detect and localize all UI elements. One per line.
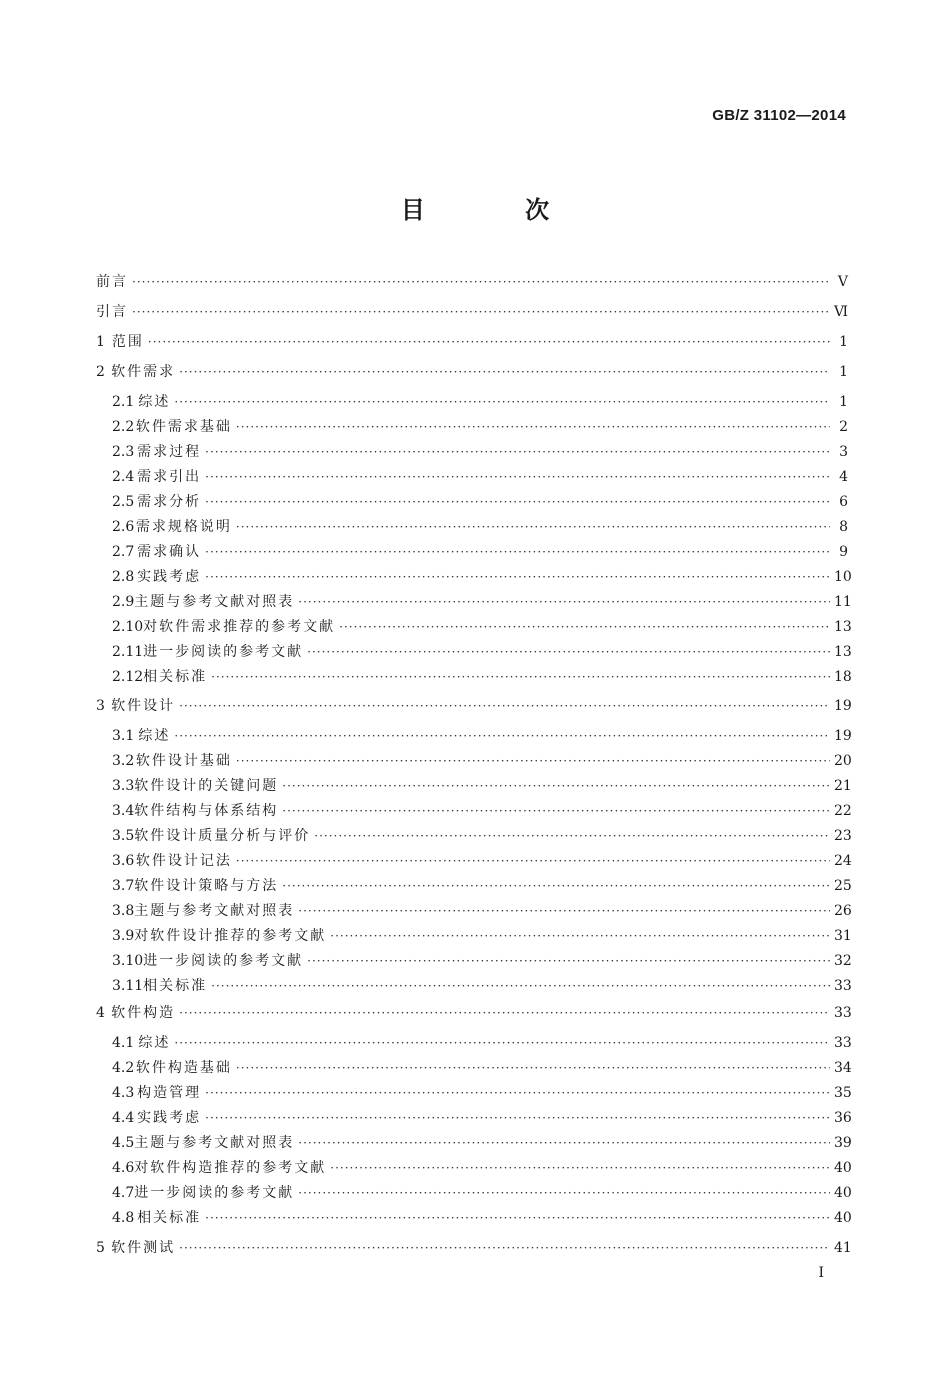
toc-entry-number: 4.1 [112, 1035, 135, 1051]
toc-entry[interactable] [112, 800, 852, 822]
toc-entry-number: 2.3 [112, 444, 135, 460]
toc-entry[interactable] [112, 641, 852, 663]
toc-entry-number: 4.2 [112, 1060, 135, 1076]
toc-entry-number: 3.7 [112, 878, 135, 894]
toc-entry[interactable] [112, 1132, 852, 1154]
toc-entry-page: 21 [834, 778, 852, 794]
toc-entry[interactable] [112, 975, 852, 997]
toc-entry[interactable] [112, 416, 848, 438]
toc-entry-page: 13 [834, 619, 852, 635]
dot-leader [282, 875, 830, 897]
toc-entry[interactable] [112, 825, 852, 847]
toc-entry[interactable] [112, 1182, 852, 1204]
dot-leader [205, 1207, 830, 1229]
dot-leader [174, 1032, 830, 1054]
toc-entry-title: 软件设计 [111, 698, 176, 714]
toc-entry-number: 4.5 [112, 1135, 135, 1151]
toc-entry-page: 32 [834, 953, 852, 969]
toc-entry[interactable] [112, 725, 852, 747]
dot-leader [330, 1157, 830, 1179]
toc-entry-title: 软件结构与体系结构 [134, 803, 279, 819]
page-number: I [818, 1265, 824, 1281]
toc-entry-page: 9 [839, 544, 848, 560]
toc-entry-number: 3.9 [112, 928, 135, 944]
toc-entry-number: 2 [96, 364, 105, 380]
toc-entry-title: 软件需求 [111, 364, 176, 380]
toc-entry-title: 综述 [138, 728, 171, 744]
toc-entry-title: 主题与参考文献对照表 [134, 903, 295, 919]
toc-entry-title: 软件测试 [111, 1240, 176, 1256]
toc-entry-title: 对软件需求推荐的参考文献 [143, 619, 336, 635]
toc-entry-number: 2.12 [112, 669, 144, 685]
toc-entry-page: 36 [834, 1110, 852, 1126]
toc-entry-page: 39 [834, 1135, 852, 1151]
dot-leader [205, 1107, 830, 1129]
toc-entry[interactable] [112, 666, 852, 688]
toc-entry[interactable] [112, 591, 852, 613]
toc-entry-number: 2.2 [112, 419, 135, 435]
toc-entry-number: 2.11 [112, 644, 144, 660]
dot-leader [132, 271, 830, 293]
toc-entry-page: 23 [834, 828, 852, 844]
dot-leader [236, 750, 830, 772]
toc-entry-number: 3.4 [112, 803, 135, 819]
toc-entry-page: 40 [834, 1160, 852, 1176]
toc-entry-title: 需求确认 [137, 544, 202, 560]
toc-entry[interactable] [112, 1107, 852, 1129]
toc-entry-title: 软件设计策略与方法 [134, 878, 279, 894]
toc-entry-number: 1 [96, 334, 105, 350]
toc-entry[interactable] [96, 331, 848, 353]
toc-entry[interactable] [96, 301, 848, 323]
toc-entry-title: 软件设计基础 [135, 753, 232, 769]
dot-leader [174, 391, 830, 413]
dot-leader [205, 1082, 830, 1104]
toc-entry-number: 2.4 [112, 469, 135, 485]
toc-entry[interactable] [112, 925, 852, 947]
dot-leader [205, 541, 830, 563]
toc-entry-title: 软件设计质量分析与评价 [134, 828, 311, 844]
toc-entry-page: 8 [839, 519, 848, 535]
dot-leader [330, 925, 830, 947]
dot-leader [282, 800, 830, 822]
toc-entry-title: 需求分析 [137, 494, 202, 510]
toc-entry-title: 需求引出 [137, 469, 202, 485]
toc-entry-page: 4 [839, 469, 848, 485]
toc-entry-title: 对软件设计推荐的参考文献 [134, 928, 327, 944]
dot-leader [179, 1237, 830, 1259]
toc-entry[interactable] [112, 541, 848, 563]
toc-entry-number: 4.7 [112, 1185, 135, 1201]
toc-entry-title: 需求过程 [137, 444, 202, 460]
dot-leader [148, 331, 830, 353]
toc-entry-page: 13 [834, 644, 852, 660]
toc-entry-page: 1 [839, 334, 848, 350]
toc-entry[interactable] [96, 271, 848, 293]
toc-entry-number: 3.2 [112, 753, 135, 769]
toc-entry-title: 相关标准 [137, 1210, 202, 1226]
toc-entry-title: 相关标准 [143, 669, 208, 685]
toc-entry-number: 5 [96, 1240, 105, 1256]
toc-entry-title: 实践考虑 [137, 569, 202, 585]
toc-entry-page: Ⅵ [834, 304, 849, 320]
toc-entry[interactable] [96, 1002, 852, 1024]
dot-leader [174, 725, 830, 747]
toc-entry-page: 33 [834, 978, 852, 994]
toc-entry-number: 3.11 [112, 978, 144, 994]
toc-entry-page: 31 [834, 928, 852, 944]
toc-entry-page: 35 [834, 1085, 852, 1101]
toc-entry-title: 主题与参考文献对照表 [134, 594, 295, 610]
dot-leader [298, 1182, 830, 1204]
toc-entry-title: 进一步阅读的参考文献 [143, 644, 304, 660]
toc-entry-number: 3.3 [112, 778, 135, 794]
toc-entry[interactable] [112, 1032, 852, 1054]
dot-leader [236, 850, 830, 872]
toc-entry-page: 26 [834, 903, 852, 919]
toc-entry-page: 11 [834, 594, 852, 610]
page-title: 目 次 [400, 196, 596, 224]
toc-entry-page: 34 [834, 1060, 852, 1076]
toc-entry-number: 4.8 [112, 1210, 135, 1226]
dot-leader [132, 301, 830, 323]
toc-entry-page: 22 [834, 803, 852, 819]
toc-entry[interactable] [112, 466, 848, 488]
toc-entry-title: 软件构造 [111, 1005, 176, 1021]
toc-entry-page: Ⅴ [837, 274, 848, 290]
toc-entry-page: 2 [839, 419, 848, 435]
toc-entry-page: 40 [834, 1210, 852, 1226]
toc-entry-title: 引言 [96, 304, 128, 320]
dot-leader [211, 975, 830, 997]
toc-entry[interactable] [112, 391, 848, 413]
dot-leader [179, 1002, 830, 1024]
standard-number: GB/Z 31102—2014 [712, 107, 846, 124]
toc-entry[interactable] [96, 361, 848, 383]
toc-entry-number: 2.7 [112, 544, 135, 560]
toc-entry-title: 进一步阅读的参考文献 [143, 953, 304, 969]
toc-entry-number: 4.3 [112, 1085, 135, 1101]
toc-entry-title: 软件设计的关键问题 [134, 778, 279, 794]
toc-entry-page: 33 [834, 1035, 852, 1051]
toc-entry-number: 3.6 [112, 853, 135, 869]
toc-entry-number: 3.8 [112, 903, 135, 919]
dot-leader [236, 516, 830, 538]
toc-entry-page: 10 [834, 569, 852, 585]
toc-entry-number: 3.5 [112, 828, 135, 844]
toc-entry-page: 19 [834, 698, 852, 714]
toc-entry-page: 1 [839, 364, 848, 380]
dot-leader [205, 441, 830, 463]
toc-entry-title: 需求规格说明 [135, 519, 232, 535]
toc-entry-title: 构造管理 [137, 1085, 202, 1101]
toc-entry-title: 综述 [138, 1035, 171, 1051]
dot-leader [205, 566, 830, 588]
toc-entry[interactable] [112, 750, 852, 772]
toc-entry[interactable] [112, 775, 852, 797]
dot-leader [282, 775, 830, 797]
toc-entry-title: 综述 [138, 394, 171, 410]
toc-entry[interactable] [112, 950, 852, 972]
toc-entry-title: 软件需求基础 [135, 419, 232, 435]
toc-entry-number: 3 [96, 698, 105, 714]
dot-leader [307, 641, 830, 663]
toc-entry[interactable] [112, 441, 848, 463]
toc-entry[interactable] [112, 900, 852, 922]
toc-entry-page: 6 [839, 494, 848, 510]
toc-entry[interactable] [112, 1082, 852, 1104]
toc-entry-page: 19 [834, 728, 852, 744]
toc-entry-number: 4.6 [112, 1160, 135, 1176]
dot-leader [339, 616, 830, 638]
toc-entry-page: 3 [839, 444, 848, 460]
toc-entry-title: 软件设计记法 [135, 853, 232, 869]
toc-entry-page: 25 [834, 878, 852, 894]
toc-entry-page: 24 [834, 853, 852, 869]
toc-entry[interactable] [96, 695, 852, 717]
toc-entry-title: 对软件构造推荐的参考文献 [134, 1160, 327, 1176]
dot-leader [307, 950, 830, 972]
dot-leader [298, 1132, 830, 1154]
toc-entry-number: 4 [96, 1005, 105, 1021]
toc-entry-title: 相关标准 [143, 978, 208, 994]
toc-entry-number: 2.8 [112, 569, 135, 585]
toc-entry-title: 范围 [111, 334, 144, 350]
toc-entry-number: 2.9 [112, 594, 135, 610]
toc-entry-title: 前言 [96, 274, 128, 290]
toc-entry-page: 18 [834, 669, 852, 685]
toc-entry[interactable] [112, 566, 852, 588]
toc-entry[interactable] [112, 850, 852, 872]
toc-entry-title: 软件构造基础 [135, 1060, 232, 1076]
toc-entry-page: 1 [839, 394, 848, 410]
dot-leader [205, 466, 830, 488]
toc-entry[interactable] [112, 516, 848, 538]
dot-leader [179, 695, 830, 717]
toc-entry-page: 33 [834, 1005, 852, 1021]
dot-leader [298, 591, 830, 613]
toc-entry[interactable] [112, 1157, 852, 1179]
toc-entry-page: 20 [834, 753, 852, 769]
dot-leader [298, 900, 830, 922]
toc-entry-title: 主题与参考文献对照表 [134, 1135, 295, 1151]
toc-entry-page: 40 [834, 1185, 852, 1201]
toc-entry-number: 3.1 [112, 728, 135, 744]
toc-entry-page: 41 [834, 1240, 852, 1256]
dot-leader [314, 825, 830, 847]
toc-entry-title: 实践考虑 [137, 1110, 202, 1126]
toc-entry-number: 2.6 [112, 519, 135, 535]
toc-entry-number: 3.10 [112, 953, 144, 969]
dot-leader [179, 361, 830, 383]
dot-leader [205, 491, 830, 513]
toc-entry[interactable] [112, 875, 852, 897]
toc-entry-number: 2.10 [112, 619, 144, 635]
toc-entry[interactable] [112, 491, 848, 513]
toc-entry[interactable] [112, 1057, 852, 1079]
toc-entry[interactable] [112, 616, 852, 638]
dot-leader [236, 416, 830, 438]
toc-entry-title: 进一步阅读的参考文献 [134, 1185, 295, 1201]
toc-entry-number: 2.1 [112, 394, 135, 410]
toc-entry[interactable] [96, 1237, 852, 1259]
toc-entry[interactable] [112, 1207, 852, 1229]
toc-entry-number: 4.4 [112, 1110, 135, 1126]
toc-entry-number: 2.5 [112, 494, 135, 510]
dot-leader [236, 1057, 830, 1079]
dot-leader [211, 666, 830, 688]
